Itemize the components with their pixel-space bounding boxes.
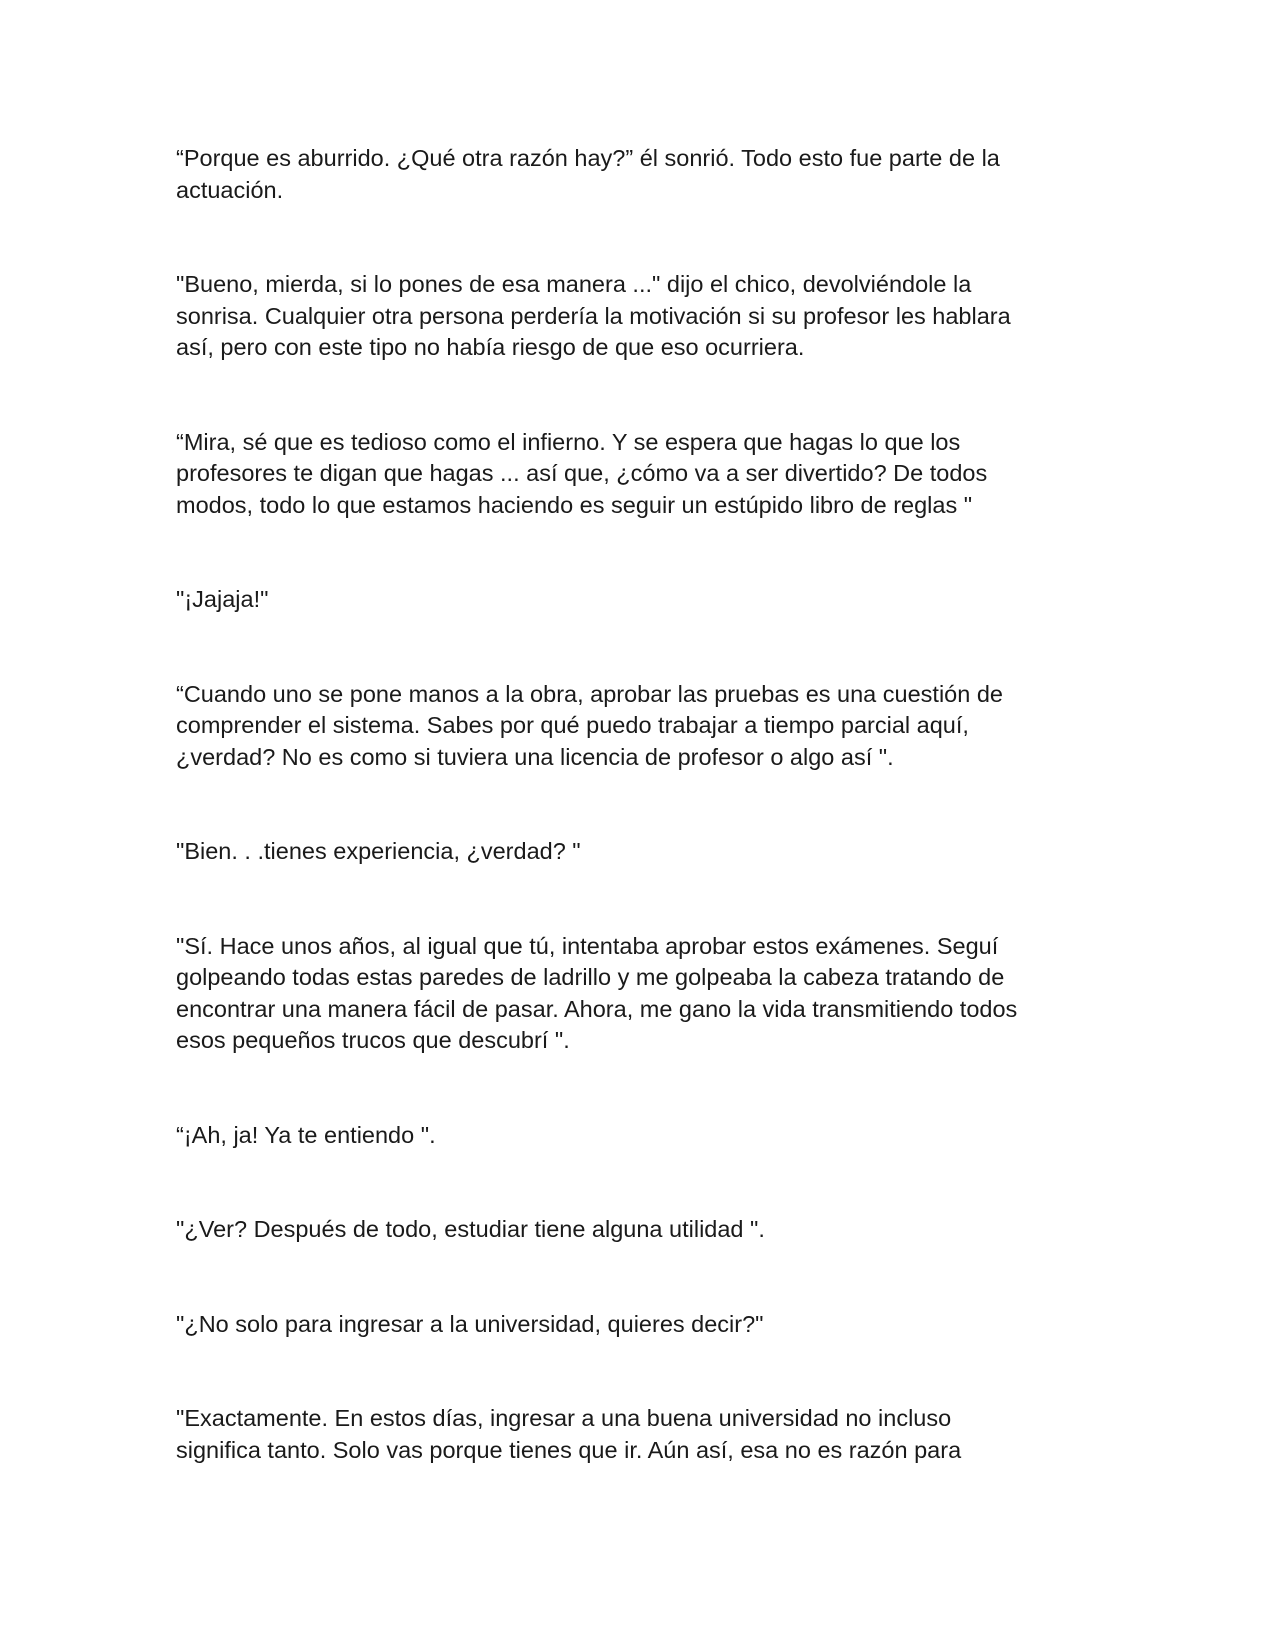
paragraph: “Porque es aburrido. ¿Qué otra razón hay?” él sonrió. Todo esto fue parte de la actuación. [176,145,1000,203]
paragraph: "Exactamente. En estos días, ingresar a una buena universidad no incluso significa tanto. Solo vas porque tienes que ir. Aún así, esa no es razón para [176,1405,962,1463]
paragraph: "Sí. Hace unos años, al igual que tú, intentaba aprobar estos exámenes. Seguí golpeando todas estas paredes de ladrillo y me golpeaba la cabeza tratando de encontrar una manera fácil de pasar. Ahora, me gano la vida transmitiendo todos esos pequeños trucos que descubrí ". [176,932,1018,1053]
paragraph: "¿No solo para ingresar a la universidad, quieres decir?" [176,1310,764,1337]
paragraph: "Bueno, mierda, si lo pones de esa manera ..." dijo el chico, devolviéndole la sonrisa. Cualquier otra persona perdería la motivación si su profesor les hablara así, pero con este tipo no había riesgo de que eso ocurriera. [176,271,1011,360]
document-body [176,143,1096,1466]
paragraph: “Mira, sé que es tedioso como el infierno. Y se espera que hagas lo que los profesores te digan que hagas ... así que, ¿cómo va a ser divertido? De todos modos, todo lo que estamos haciendo es seguir un estúpido libro de reglas " [176,428,988,518]
paragraph: "Bien. . .tienes experiencia, ¿verdad? " [176,838,581,864]
paragraph: “Cuando uno se pone manos a la obra, aprobar las pruebas es una cuestión de comprender el sistema. Sabes por qué puedo trabajar a tiempo parcial aquí, ¿verdad? No es como si tuviera una licencia de profesor o algo así ". [176,680,1003,770]
paragraph: “¡Ah, ja! Ya te entiendo ". [176,1121,436,1148]
paragraph: "¿Ver? Después de todo, estudiar tiene alguna utilidad ". [176,1216,765,1242]
paragraph: "¡Jajaja!" [176,586,269,612]
